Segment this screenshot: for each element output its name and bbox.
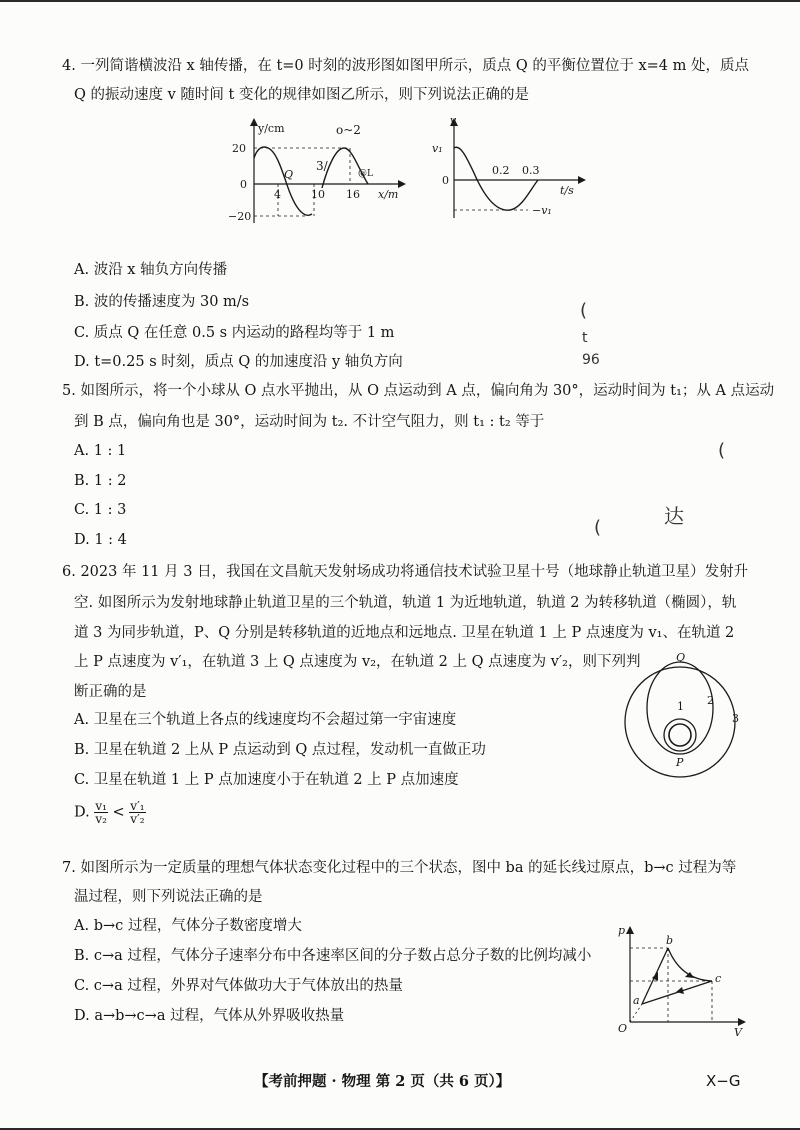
- q4-stem-line1: 4. 一列简谐横波沿 x 轴传播，在 t=0 时刻的波形图如图甲所示，质点 Q 的平衡位置位于 x=4 m 处，质点: [62, 58, 749, 74]
- q4-figb-ylabel: v: [450, 114, 457, 127]
- q6-fig-label-p: P: [676, 756, 684, 769]
- paper-code: X−G: [706, 1072, 741, 1090]
- q4-figa-ybottom: −20: [228, 210, 252, 223]
- q4-figa-point-q: Q: [284, 168, 294, 181]
- q4-figa-xtick-10: 10: [311, 188, 325, 201]
- q4-option-b: B. 波的传播速度为 30 m/s: [74, 294, 250, 310]
- q7-fig-label-a: a: [633, 994, 640, 1007]
- q6-fig-label-2: 2: [707, 694, 714, 707]
- q4-figb-yzero: 0: [442, 174, 449, 187]
- q4-option-a: A. 波沿 x 轴负方向传播: [74, 262, 228, 278]
- q4-figure-a-wave: [228, 118, 408, 228]
- q4-figure-b-velocity: [432, 114, 592, 218]
- q6-option-c: C. 卫星在轨道 1 上 P 点加速度小于在轨道 2 上 P 点加速度: [74, 772, 459, 788]
- q5-option-a: A. 1 : 1: [74, 443, 127, 459]
- q6-option-d-frac1: [94, 800, 108, 825]
- q4-figb-xtick-02: 0.2: [492, 164, 510, 177]
- q4-figa-xtick-4: 4: [274, 188, 281, 201]
- q4-option-d: D. t=0.25 s 时刻，质点 Q 的加速度沿 y 轴负方向: [74, 354, 403, 370]
- q4-figa-ylabel: y/cm: [258, 122, 285, 135]
- q6-stem-line3: 道 3 为同步轨道，P、Q 分别是转移轨道的近地点和远地点. 卫星在轨道 1 上 P 点速度为 v₁、在轨道 2: [74, 625, 735, 641]
- q4-figa-handwriting-1: o~2: [336, 123, 361, 137]
- q5-stem-line1: 5. 如图所示，将一个小球从 O 点水平抛出，从 O 点运动到 A 点，偏向角为 30°，运动时间为 t₁；从 A 点运动: [62, 383, 775, 399]
- q6-option-d-label: D.: [74, 804, 90, 821]
- q4-stem-line2: Q 的振动速度 v 随时间 t 变化的规律如图乙所示，则下列说法正确的是: [74, 87, 529, 103]
- q4-figa-handwriting-3: @L: [358, 169, 373, 179]
- q6-option-d-d2: v′₂: [130, 812, 145, 826]
- q6-option-b: B. 卫星在轨道 2 上从 P 点运动到 Q 点过程，发动机一直做正功: [74, 742, 486, 758]
- page-footer: 【考前押题 · 物理 第 2 页（共 6 页）】: [254, 1073, 511, 1090]
- q6-stem-line4: 上 P 点速度为 v′₁，在轨道 3 上 Q 点速度为 v₂，在轨道 2 上 Q 点速度为 v′₂，则下列判: [74, 654, 641, 670]
- margin-mark-5: (: [594, 517, 602, 538]
- q6-stem-line1: 6. 2023 年 11 月 3 日，我国在文昌航天发射场成功将通信技术试验卫星十号（地球静止轨道卫星）发射升: [62, 564, 749, 580]
- q7-fig-label-c: c: [715, 972, 722, 985]
- q4-figa-xlabel: x/m: [378, 188, 399, 201]
- q4-figb-ytop: v₁: [432, 142, 443, 155]
- q4-option-c: C. 质点 Q 在任意 0.5 s 内运动的路程均等于 1 m: [74, 325, 395, 341]
- top-border: [0, 0, 800, 2]
- q7-figure-pv: [614, 924, 746, 1039]
- q4-figa-xtick-16: 16: [346, 188, 360, 201]
- q4-figa-handwriting-2: 3/: [316, 159, 328, 173]
- q6-option-d: [74, 800, 146, 825]
- q6-fig-label-1: 1: [677, 700, 684, 713]
- q7-fig-label-b: b: [666, 934, 674, 947]
- q7-option-b: B. c→a 过程，气体分子速率分布中各速率区间的分子数占总分子数的比例均减小: [74, 948, 592, 964]
- q6-option-d-d1: v₂: [95, 812, 107, 826]
- q4-figb-xlabel: t/s: [560, 184, 574, 197]
- q5-option-d: D. 1 : 4: [74, 532, 127, 548]
- margin-mark-6: 达: [664, 504, 684, 528]
- q7-option-d: D. a→b→c→a 过程，气体从外界吸收热量: [74, 1008, 345, 1024]
- q7-fig-label-p: p: [618, 924, 626, 937]
- margin-mark-1: (: [580, 300, 588, 321]
- margin-mark-3: 96: [582, 352, 600, 368]
- q4-figa-yzero: 0: [240, 178, 247, 191]
- q6-figure-orbits: [624, 650, 744, 780]
- q5-option-c: C. 1 : 3: [74, 502, 127, 518]
- q6-stem-line5: 断正确的是: [74, 684, 147, 700]
- q4-figa-ytop: 20: [232, 142, 246, 155]
- q5-option-b: B. 1 : 2: [74, 473, 127, 489]
- q6-option-a: A. 卫星在三个轨道上各点的线速度均不会超过第一宇宙速度: [74, 712, 457, 728]
- q6-option-d-frac2: [129, 800, 145, 825]
- q4-figb-ybottom: −v₁: [532, 204, 552, 217]
- margin-mark-4: (: [718, 440, 726, 461]
- q4-figb-xtick-03: 0.3: [522, 164, 540, 177]
- q7-stem-line2: 温过程，则下列说法正确的是: [74, 889, 263, 905]
- q7-option-a: A. b→c 过程，气体分子数密度增大: [74, 918, 302, 934]
- q7-option-c: C. c→a 过程，外界对气体做功大于气体放出的热量: [74, 978, 403, 994]
- q6-fig-label-3: 3: [732, 712, 739, 725]
- q7-stem-line1: 7. 如图所示为一定质量的理想气体状态变化过程中的三个状态，图中 ba 的延长线过原点，b→c 过程为等: [62, 860, 737, 876]
- q6-option-d-n1: v₁: [95, 799, 107, 813]
- q7-fig-label-o: O: [618, 1022, 628, 1035]
- q6-option-d-op: <: [112, 804, 125, 821]
- margin-mark-2: t: [582, 330, 588, 346]
- q7-fig-label-v: V: [734, 1026, 742, 1039]
- q6-stem-line2: 空. 如图所示为发射地球静止轨道卫星的三个轨道，轨道 1 为近地轨道，轨道 2 为转移轨道（椭圆），轨: [74, 595, 737, 611]
- q6-option-d-n2: v′₁: [130, 799, 145, 813]
- q6-fig-label-q: Q: [676, 651, 686, 664]
- q5-stem-line2: 到 B 点，偏向角也是 30°，运动时间为 t₂. 不计空气阻力，则 t₁ : t₂ 等于: [74, 414, 545, 430]
